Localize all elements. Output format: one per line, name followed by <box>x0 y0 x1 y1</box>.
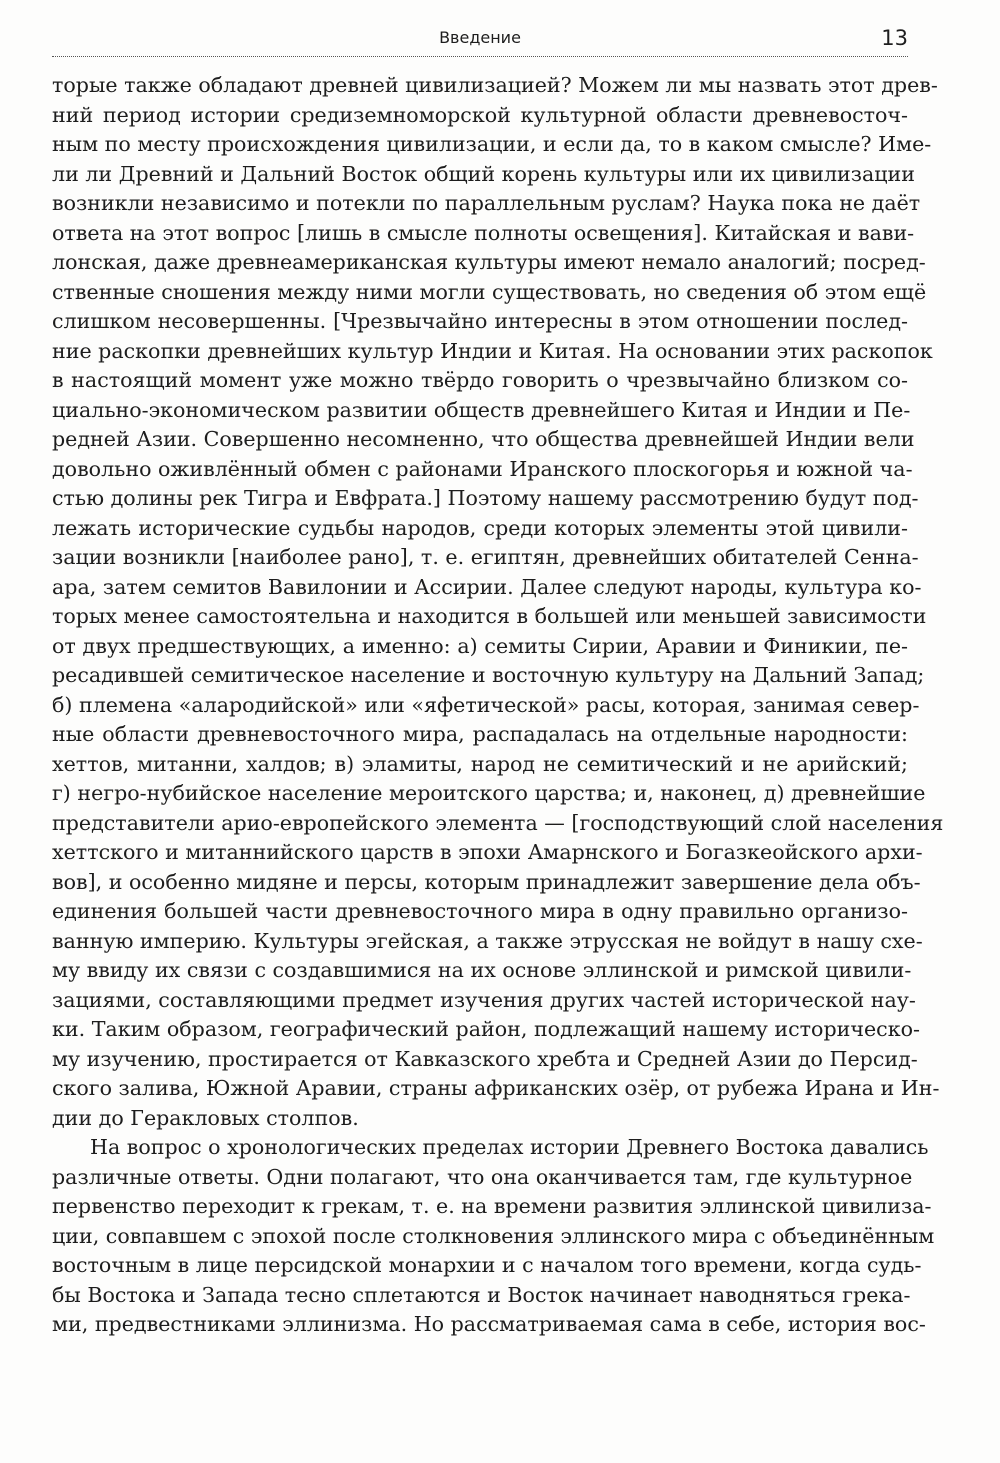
text-line: ара, затем семитов Вавилонии и Ассирии. Далее следуют народы, культура ко- <box>52 574 922 599</box>
text-line: зации возникли [наиболее рано], т. е. египтян, древнейших обитателей Сенна- <box>52 545 919 569</box>
text-line: ли ли Древний и Дальний Восток общий корень культуры или их цивилизации <box>52 161 915 186</box>
text-line: хеттов, митанни, халдов; в) эламиты, народ не семитический и не арийский; <box>52 751 908 776</box>
text-line: вов], и особенно мидяне и персы, которым принадлежит завершение дела объ- <box>52 869 921 894</box>
text-line: лежать исторические судьбы народов, среди которых элементы этой цивили- <box>52 515 908 540</box>
text-line: ние раскопки древнейших культур Индии и Китая. На основании этих раскопок <box>52 338 933 363</box>
text-line: ки. Таким образом, географический район, подлежащий нашему историческо- <box>52 1017 920 1041</box>
text-line: ми, предвестниками эллинизма. Но рассматриваемая сама в себе, история вос- <box>52 1312 926 1336</box>
text-line: различные ответы. Одни полагают, что она оканчивается там, где культурное <box>52 1164 913 1189</box>
text-line: первенство переходит к грекам, т. е. на времени развития эллинской цивилиза- <box>52 1194 932 1218</box>
text-line: б) племена «алародийской» или «яфетической» расы, которая, занимая север- <box>52 692 920 717</box>
text-line: стью долины рек Тигра и Евфрата.] Поэтому нашему рассмотрению будут под- <box>52 486 919 510</box>
text-line: от двух предшествующих, а именно: а) семиты Сирии, Аравии и Финикии, пе- <box>52 633 908 658</box>
text-line: в настоящий момент уже можно твёрдо говорить о чрезвычайно близком со- <box>52 368 908 392</box>
text-line: ственные сношения между ними могли существовать, но сведения об этом ещё <box>52 279 927 304</box>
text-line: довольно оживлённый обмен с районами Иранского плоскогорья и южной ча- <box>52 456 913 481</box>
text-line: ресадившей семитическое население и восточную культуру на Дальний Запад; <box>52 663 925 687</box>
text-line: ным по месту происхождения цивилизации, и если да, то в каком смысле? Име- <box>52 132 932 156</box>
text-line: ции, совпавшем с эпохой после столкновения эллинского мира с объединённым <box>52 1223 935 1248</box>
text-line: единения большей части древневосточного мира в одну правильно организо- <box>52 899 908 923</box>
text-line: хеттского и митаннийского царств в эпохи Амарнского и Богазкеойского архи- <box>52 840 923 864</box>
text-line: циально-экономическом развитии обществ древнейшего Китая и Индии и Пе- <box>52 397 911 422</box>
text-line: редней Азии. Совершенно несомненно, что общества древнейшей Индии вели <box>52 427 915 451</box>
text-line: ний период истории средиземноморской культурной области древневосточ- <box>52 102 908 127</box>
text-line: лонская, даже древнеамериканская культуры имеют немало аналогий; посред- <box>52 250 926 274</box>
text-line: му изучению, простирается от Кавказского хребта и Средней Азии до Персид- <box>52 1046 918 1071</box>
text-line: представители арио-европейского элемента — [господствующий слой населения <box>52 810 944 835</box>
running-head <box>52 26 908 57</box>
page-number: 13 <box>881 26 908 50</box>
running-title: Введение <box>439 28 521 47</box>
text-line: ского залива, Южной Аравии, страны африканских озёр, от рубежа Ирана и Ин- <box>52 1076 940 1100</box>
text-line: зациями, составляющими предмет изучения других частей исторической нау- <box>52 987 916 1012</box>
text-line: торых менее самостоятельна и находится в большей или меньшей зависимости <box>52 604 927 628</box>
text-line: слишком несовершенны. [Чрезвычайно интересны в этом отношении послед- <box>52 309 908 333</box>
text-line: ные области древневосточного мира, распадалась на отдельные народности: <box>52 722 908 746</box>
text-line: ответа на этот вопрос [лишь в смысле полноты освещения]. Китайская и вави- <box>52 220 915 245</box>
text-line: бы Востока и Запада тесно сплетаются и Восток начинает наводняться грека- <box>52 1282 911 1307</box>
paragraph <box>52 71 944 1133</box>
text-line: ванную империю. Культуры эгейская, а также этрусская не войдут в нашу схе- <box>52 928 923 953</box>
text-line: дии до Геракловых столпов. <box>52 1105 359 1130</box>
text-line: торые также обладают древней цивилизацией? Можем ли мы назвать этот древ- <box>52 73 938 97</box>
text-line: восточным в лице персидской монархии и с началом того времени, когда судь- <box>52 1253 922 1277</box>
paragraph <box>52 1133 935 1340</box>
body-text <box>52 71 944 1340</box>
text-line: На вопрос о хронологических пределах истории Древнего Востока давались <box>90 1135 929 1159</box>
text-line: му ввиду их связи с создавшимися на их основе эллинской и римской цивили- <box>52 958 912 982</box>
text-line: г) негро-нубийское население мероитского царства; и, наконец, д) древнейшие <box>52 781 926 805</box>
text-line: возникли независимо и потекли по параллельным руслам? Наука пока не даёт <box>52 191 921 215</box>
